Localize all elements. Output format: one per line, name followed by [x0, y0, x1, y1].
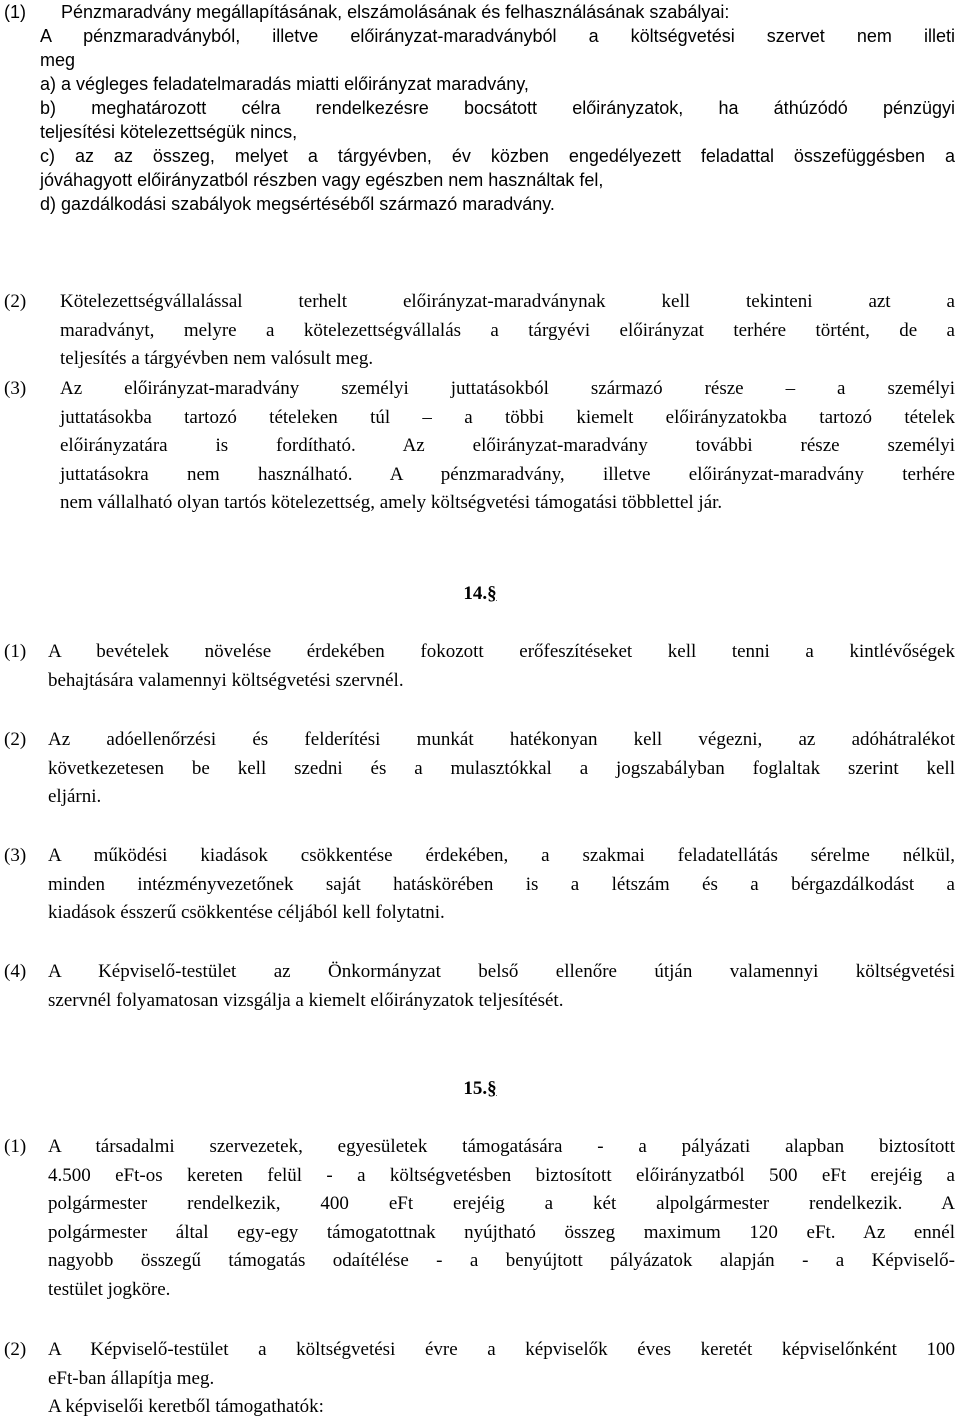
text-line: d) gazdálkodási szabályok megsértéséből származó maradvány. [40, 194, 555, 214]
section-heading-15 [0, 1075, 960, 1104]
text-line: A működési kiadások csökkentése érdekében, a szakmai feladatellátás sérelme nélkül, [48, 845, 955, 866]
paragraph-number: (1) [4, 2, 26, 22]
text-line: A képviselői keretből támogathatók: [48, 1396, 324, 1418]
text-line: eljárni. [48, 786, 102, 808]
paragraph-14-2 [0, 726, 960, 812]
text-line: maradványt, melyre a kötelezettségvállalás a tárgyévi előirányzat terhére történt, de a [60, 319, 955, 341]
text-line: 4.500 eFt-os kereten felül - a költségvetésben biztosított előirányzatból 500 eFt erejéig a [48, 1164, 955, 1186]
section-number: 15. [463, 1078, 488, 1099]
section-number: 14. [463, 583, 488, 604]
paragraph-number: (2) [4, 291, 27, 312]
section-symbol: § [487, 583, 497, 604]
text-line: juttatásokra nem használható. A pénzmaradvány, illetve előirányzat-maradvány terhére [60, 463, 955, 485]
paragraph-13-2 [0, 288, 960, 374]
text-line: polgármester rendelkezik, 400 eFt erejéig a két alpolgármester rendelkezik. A [48, 1193, 955, 1215]
text-line: teljesítési kötelezettségük nincs, [40, 122, 298, 142]
text-line: Az előirányzat-maradvány személyi juttatásokból származó része – a személyi [60, 378, 955, 399]
text-line: Kötelezettségvállalással terhelt előirányzat-maradványnak kell tekinteni azt a [60, 291, 955, 312]
paragraph-13-3 [0, 375, 960, 518]
paragraph-13-1 [0, 0, 960, 216]
text-line: a) a végleges feladatelmaradás miatti előirányzat maradvány, [40, 74, 529, 94]
text-line: A pénzmaradványból, illetve előirányzat-maradványból a költségvetési szervet nem illeti [40, 26, 955, 46]
paragraph-14-4 [0, 958, 960, 1015]
paragraph-15-2 [0, 1336, 960, 1422]
text-line: jóváhagyott előirányzatból részben vagy egészben nem használtak fel, [40, 170, 604, 190]
text-line: Pénzmaradvány megállapításának, elszámolásának és felhasználásának szabályai: [61, 2, 730, 22]
text-line: testület jogköre. [48, 1278, 171, 1300]
text-line: meg [40, 50, 76, 70]
text-line: A társadalmi szervezetek, egyesületek támogatására - a pályázati alapban biztosított [48, 1136, 955, 1157]
paragraph-number: (2) [4, 1339, 27, 1360]
paragraph-15-1 [0, 1133, 960, 1305]
text-line: minden intézményvezetőnek saját hatáskörében is a létszám és a bérgazdálkodást a [48, 873, 955, 895]
text-line: Az adóellenőrzési és felderítési munkát hatékonyan kell végezni, az adóhátralékot [48, 729, 955, 750]
text-line: A Képviselő-testület a költségvetési évre a képviselők éves keretét képviselőnként 100 [48, 1339, 955, 1360]
paragraph-14-1 [0, 638, 960, 695]
text-line: teljesítés a tárgyévben nem valósult meg. [60, 348, 374, 370]
paragraph-number: (2) [4, 729, 27, 750]
text-line: előirányzatára is fordítható. Az előirányzat-maradvány további része személyi [60, 435, 955, 457]
paragraph-number: (1) [4, 1136, 27, 1157]
text-line: nagyobb összegű támogatás odaítélése - a benyújtott pályázatok alapján - a Képviselő- [48, 1250, 955, 1272]
text-line: A Képviselő-testület az Önkormányzat belső ellenőre útján valamennyi költségvetési [48, 961, 955, 982]
section-heading-14 [0, 580, 960, 609]
paragraph-number: (3) [4, 845, 27, 866]
text-line: következetesen be kell szedni és a mulasztókkal a jogszabályban foglaltak szerint kell [48, 757, 955, 779]
paragraph-number: (1) [4, 641, 27, 662]
text-line: A bevételek növelése érdekében fokozott erőfeszítéseket kell tenni a kintlévőségek [48, 641, 955, 662]
paragraph-number: (3) [4, 378, 27, 399]
text-line: szervnél folyamatosan vizsgálja a kiemelt előirányzatok teljesítését. [48, 989, 564, 1011]
text-line: c) az az összeg, melyet a tárgyévben, év közben engedélyezett feladattal összefüggésben a [40, 146, 955, 166]
text-line: nem vállalható olyan tartós kötelezettség, amely költségvetési támogatási többlettel jár. [60, 492, 723, 514]
text-line: kiadások ésszerű csökkentése céljából kell folytatni. [48, 902, 445, 924]
text-line: eFt-ban állapítja meg. [48, 1367, 215, 1389]
text-line: juttatásokba tartozó tételeken túl – a többi kiemelt előirányzatokba tartozó tételek [60, 406, 955, 428]
section-symbol: § [487, 1078, 497, 1099]
paragraph-14-3 [0, 842, 960, 928]
text-line: polgármester által egy-egy támogatottnak nyújtható összeg maximum 120 eFt. Az ennél [48, 1221, 955, 1243]
paragraph-number: (4) [4, 961, 27, 982]
text-line: behajtására valamennyi költségvetési szervnél. [48, 669, 404, 691]
text-line: b) meghatározott célra rendelkezésre bocsátott előirányzatok, ha áthúzódó pénzügyi [40, 98, 955, 118]
